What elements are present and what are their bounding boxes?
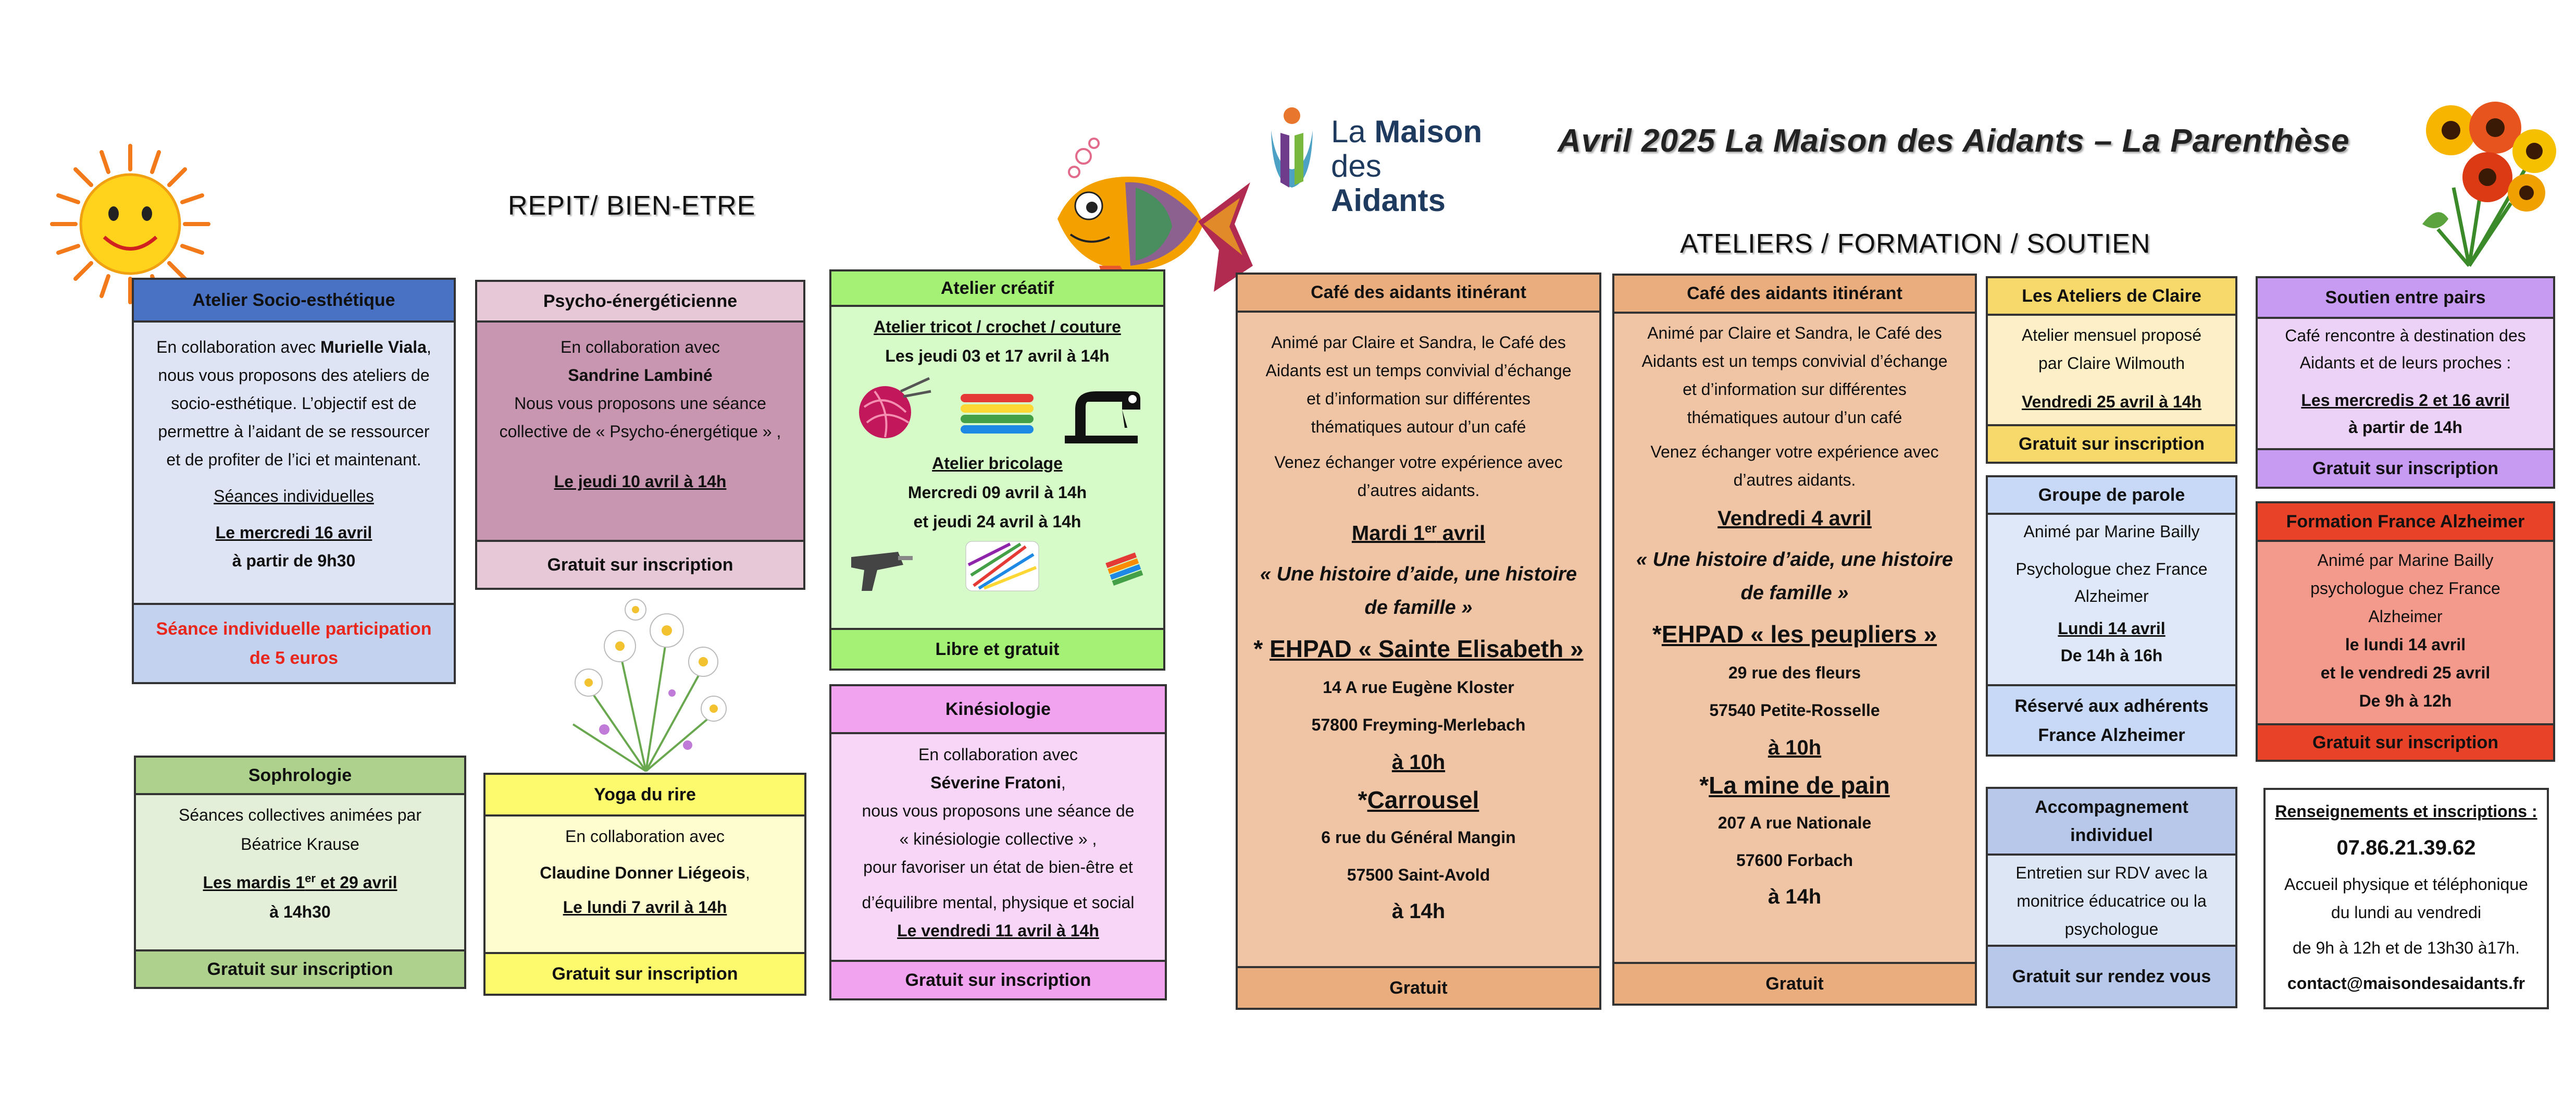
text-line: par Claire Wilmouth bbox=[2038, 354, 2185, 373]
section-title-left: REPIT/ BIEN-ETRE bbox=[508, 191, 756, 221]
address-line: 14 A rue Eugène Kloster bbox=[1323, 678, 1514, 697]
date-line: Mercredi 09 avril à 14h bbox=[907, 483, 1087, 502]
card-header bbox=[831, 271, 1163, 307]
card-body bbox=[1614, 314, 1975, 921]
text-line: psychologue bbox=[2064, 920, 2159, 938]
date-line: avril bbox=[1436, 522, 1486, 545]
card-footer bbox=[1614, 962, 1975, 1004]
text-line: Atelier tricot / crochet / couture bbox=[874, 317, 1121, 336]
card-body bbox=[136, 795, 464, 937]
text-line: du lundi au vendredi bbox=[2331, 903, 2482, 922]
text-name: Sandrine Lambiné bbox=[568, 366, 713, 385]
kinesiologie-card bbox=[829, 684, 1167, 1000]
accompagnement-individuel-card bbox=[1986, 787, 2237, 1008]
text-line: Atelier mensuel proposé bbox=[2021, 326, 2202, 344]
price-note: Gratuit sur inscription bbox=[207, 959, 393, 979]
sophrologie-card bbox=[134, 756, 466, 989]
card-footer bbox=[1988, 945, 2235, 1006]
time-line: à partir de 9h30 bbox=[232, 551, 356, 570]
card-header bbox=[1238, 275, 1599, 313]
card-header bbox=[136, 758, 464, 795]
text-line: Accueil physique et téléphonique bbox=[2284, 875, 2528, 894]
address-line: 6 rue du Général Mangin bbox=[1321, 828, 1516, 847]
text-name: Claudine Donner Liégeois bbox=[540, 863, 745, 882]
logo-people-icon bbox=[1261, 104, 1323, 193]
text-line: Aidants est un temps convivial d’échange bbox=[1641, 352, 1948, 370]
card-footer bbox=[134, 603, 454, 682]
text-line: et d’information sur différentes bbox=[1306, 389, 1530, 408]
card-body bbox=[831, 734, 1165, 955]
text-line: d’autres aidants. bbox=[1357, 481, 1480, 500]
card-body bbox=[2258, 319, 2553, 451]
address-line: 29 rue des fleurs bbox=[1728, 663, 1861, 682]
text-line: socio-esthétique. L’objectif est de bbox=[171, 394, 417, 413]
date-line: le lundi 14 avril bbox=[2345, 635, 2466, 654]
star-mark: * bbox=[1253, 635, 1270, 663]
glue-gun-icon bbox=[846, 541, 914, 593]
card-title: Café des aidants itinérant bbox=[1311, 282, 1526, 302]
craft-icons-row bbox=[841, 370, 1154, 449]
card-title: Atelier Socio-esthétique bbox=[192, 290, 395, 310]
date-line: Lundi 14 avril bbox=[2058, 619, 2166, 638]
card-title: Café des aidants itinérant bbox=[1687, 283, 1902, 303]
card-title: Yoga du rire bbox=[594, 784, 696, 805]
craft-icons-row-2 bbox=[841, 536, 1154, 599]
text-line: « kinésiologie collective » , bbox=[899, 830, 1097, 848]
daisy-flowers-illustration bbox=[542, 589, 750, 776]
card-footer bbox=[136, 949, 464, 987]
time-line: De 14h à 16h bbox=[2060, 646, 2163, 665]
date-line: et jeudi 24 avril à 14h bbox=[913, 512, 1081, 531]
color-swatches-icon bbox=[1104, 552, 1146, 588]
quote-line: « Une histoire d’aide, une histoire de famille » bbox=[1636, 549, 1953, 604]
card-header bbox=[1988, 477, 2235, 515]
star-mark: * bbox=[1699, 772, 1709, 799]
contact-heading: Renseignements et inscriptions : bbox=[2275, 802, 2537, 821]
text-line: Animé par Marine Bailly bbox=[2317, 551, 2494, 570]
text-line: Nous vous proposons une séance bbox=[514, 394, 766, 413]
sewing-machine-icon bbox=[1060, 378, 1143, 446]
text-line: et d’information sur différentes bbox=[1683, 380, 1907, 399]
fabric-rolls-icon bbox=[958, 389, 1036, 441]
card-body bbox=[486, 817, 804, 932]
quote-line: « Une histoire d’aide, une histoire de famille » bbox=[1260, 563, 1577, 619]
price-note: Gratuit sur inscription bbox=[2312, 458, 2499, 478]
text-line: En collaboration avec bbox=[156, 338, 320, 356]
groupe-de-parole-card bbox=[1986, 475, 2237, 757]
time-line: à 10h bbox=[1391, 751, 1446, 774]
formation-france-alzheimer-card bbox=[2256, 501, 2555, 762]
socio-esthetique-card bbox=[132, 278, 456, 684]
text-line: Animé par Claire et Sandra, le Café des bbox=[1271, 333, 1566, 352]
atelier-creatif-card bbox=[829, 269, 1165, 671]
text-line: Venez échanger votre expérience avec bbox=[1650, 442, 1939, 461]
city-line: 57600 Forbach bbox=[1736, 851, 1853, 870]
time-line: à partir de 14h bbox=[2348, 418, 2462, 437]
card-title: Sophrologie bbox=[248, 765, 352, 785]
text-line: Béatrice Krause bbox=[241, 835, 359, 854]
logo-text-maison: Maison bbox=[1374, 114, 1483, 149]
card-footer bbox=[486, 952, 804, 994]
cafe-aidants-card-1 bbox=[1236, 273, 1601, 1010]
text-line: de 9h à 12h et de 13h30 à17h. bbox=[2293, 938, 2520, 957]
text-line: , bbox=[426, 338, 431, 356]
price-note: Gratuit bbox=[1765, 973, 1824, 994]
date-line: Le mercredi 16 avril bbox=[215, 523, 372, 542]
time-line: à 10h bbox=[1768, 736, 1822, 759]
card-header bbox=[477, 282, 803, 323]
text-line: Venez échanger votre expérience avec bbox=[1274, 453, 1563, 472]
date-line: Mardi 1 bbox=[1351, 522, 1425, 545]
text-line: pour favoriser un état de bien-être et bbox=[863, 858, 1133, 876]
card-title: Atelier créatif bbox=[940, 278, 1054, 298]
card-header bbox=[1614, 276, 1975, 314]
card-body bbox=[1988, 856, 2235, 954]
text-line: Séances individuelles bbox=[214, 487, 374, 505]
card-footer bbox=[1988, 424, 2235, 462]
date-line: Les jeudi 03 et 17 avril à 14h bbox=[885, 347, 1110, 365]
card-footer bbox=[1988, 684, 2235, 755]
text-line: , bbox=[1061, 773, 1066, 792]
logo-text-des: des bbox=[1331, 149, 1382, 183]
text-line: Psychologue chez France bbox=[2015, 560, 2208, 578]
card-title: Psycho-énergéticienne bbox=[543, 291, 738, 311]
card-title: Formation France Alzheimer bbox=[2286, 511, 2525, 531]
card-header bbox=[2258, 503, 2553, 542]
logo-text-la: La bbox=[1331, 114, 1366, 149]
date-line: et 29 avril bbox=[315, 873, 397, 892]
text-line: , bbox=[745, 863, 750, 882]
card-footer bbox=[831, 628, 1163, 669]
cafe-aidants-card-2 bbox=[1612, 274, 1977, 1006]
text-line: Alzheimer bbox=[2074, 587, 2149, 605]
text-line: psychologue chez France bbox=[2310, 579, 2500, 598]
card-header bbox=[486, 775, 804, 817]
card-body bbox=[477, 323, 803, 506]
text-line: permettre à l’aidant de se ressourcer bbox=[158, 422, 430, 441]
time-line: à 14h30 bbox=[269, 902, 331, 921]
text-name: Murielle Viala bbox=[320, 338, 427, 356]
logo bbox=[1261, 104, 1490, 218]
text-line: d’équilibre mental, physique et social bbox=[862, 893, 1135, 912]
phone-number: 07.86.21.39.62 bbox=[2336, 836, 2476, 859]
time-line: à 14h bbox=[1391, 900, 1446, 923]
email-address: contact@maisondesaidants.fr bbox=[2287, 974, 2525, 993]
date-line: Les mardis 1 bbox=[203, 873, 305, 892]
page-title: Avril 2025 La Maison des Aidants – La Parenthèse bbox=[1558, 123, 2350, 159]
time-line: De 9h à 12h bbox=[2359, 691, 2452, 710]
text-line: Atelier bricolage bbox=[932, 454, 1063, 473]
yoga-du-rire-card bbox=[483, 773, 806, 996]
psycho-energeticienne-card bbox=[475, 280, 805, 590]
flower-bouquet-illustration bbox=[2391, 94, 2563, 271]
yarn-ball-icon bbox=[854, 376, 932, 443]
text-line: et de profiter de l’ici et maintenant. bbox=[166, 450, 421, 469]
price-note: Gratuit sur inscription bbox=[547, 554, 733, 575]
card-header bbox=[831, 686, 1165, 734]
card-header bbox=[1988, 278, 2235, 316]
price-note: Gratuit sur rendez vous bbox=[2012, 966, 2211, 986]
star-mark: * bbox=[1652, 621, 1662, 648]
card-header bbox=[1988, 789, 2235, 856]
text-line: Animé par Claire et Sandra, le Café des bbox=[1647, 324, 1942, 342]
time-line: à 14h bbox=[1768, 885, 1822, 908]
card-title: Groupe de parole bbox=[2038, 485, 2185, 505]
card-title: Accompagnement individuel bbox=[2035, 797, 2188, 845]
price-note: Libre et gratuit bbox=[935, 639, 1060, 659]
card-body bbox=[831, 307, 1163, 609]
card-footer bbox=[1238, 966, 1599, 1008]
price-note: Séance individuelle participation de 5 euros bbox=[156, 619, 432, 668]
text-line: Café rencontre à destination des bbox=[2285, 326, 2526, 345]
soutien-entre-pairs-card bbox=[2256, 276, 2555, 489]
ateliers-de-claire-card bbox=[1986, 276, 2237, 464]
text-line: En collaboration avec bbox=[918, 745, 1078, 764]
star-mark: * bbox=[1358, 786, 1367, 814]
price-note: Gratuit sur inscription bbox=[2018, 434, 2205, 454]
card-header bbox=[134, 280, 454, 323]
date-line: et le vendredi 25 avril bbox=[2320, 663, 2491, 682]
text-line: thématiques autour d’un café bbox=[1311, 417, 1526, 436]
card-footer bbox=[831, 960, 1165, 998]
card-body bbox=[2258, 542, 2553, 725]
text-line: monitrice éducatrice ou la bbox=[2017, 892, 2207, 910]
date-line: Les mercredis 2 et 16 avril bbox=[2301, 391, 2510, 410]
text-line: Aidants et de leurs proches : bbox=[2299, 353, 2511, 372]
price-note: Gratuit sur inscription bbox=[552, 963, 738, 984]
date-line: Le jeudi 10 avril à 14h bbox=[554, 472, 727, 491]
text-line: nous vous proposons des ateliers de bbox=[158, 366, 430, 385]
price-note: Gratuit sur inscription bbox=[905, 970, 1091, 990]
price-note: Réservé aux adhérents France Alzheimer bbox=[2014, 696, 2209, 745]
card-body bbox=[1238, 313, 1599, 936]
date-line: Le lundi 7 avril à 14h bbox=[563, 898, 727, 917]
card-header bbox=[2258, 278, 2553, 319]
logo-text-aidants: Aidants bbox=[1331, 183, 1446, 218]
place-name: EHPAD « Sainte Elisabeth » bbox=[1270, 635, 1584, 663]
date-line: Le vendredi 11 avril à 14h bbox=[897, 921, 1099, 940]
place-name: EHPAD « les peupliers » bbox=[1661, 621, 1937, 648]
section-title-right: ATELIERS / FORMATION / SOUTIEN bbox=[1680, 229, 2151, 259]
date-sup: er bbox=[1424, 522, 1437, 536]
card-title: Kinésiologie bbox=[945, 699, 1051, 719]
date-sup: er bbox=[305, 872, 316, 885]
card-footer bbox=[2258, 448, 2553, 487]
text-line: Séances collectives animées par bbox=[178, 806, 421, 824]
address-line: 207 A rue Nationale bbox=[1718, 813, 1872, 832]
date-line: Vendredi 4 avril bbox=[1718, 507, 1872, 530]
text-line: Animé par Marine Bailly bbox=[2023, 522, 2200, 541]
text-line: Entretien sur RDV avec la bbox=[2015, 863, 2208, 882]
text-line: nous vous proposons une séance de bbox=[862, 801, 1135, 820]
text-line: Alzheimer bbox=[2368, 607, 2443, 626]
text-line: d’autres aidants. bbox=[1733, 471, 1856, 489]
place-name: Carrousel bbox=[1367, 786, 1479, 814]
card-title: Les Ateliers de Claire bbox=[2022, 286, 2201, 306]
date-line: Vendredi 25 avril à 14h bbox=[2021, 392, 2202, 411]
text-line: collective de « Psycho-énergétique » , bbox=[499, 422, 781, 441]
text-name: Séverine Fratoni bbox=[930, 773, 1061, 792]
city-line: 57800 Freyming-Merlebach bbox=[1311, 715, 1526, 735]
text-line: En collaboration avec bbox=[565, 827, 725, 846]
city-line: 57540 Petite-Rosselle bbox=[1709, 701, 1880, 720]
card-title: Soutien entre pairs bbox=[2325, 287, 2486, 307]
renseignements-card bbox=[2263, 788, 2549, 1009]
card-body bbox=[134, 323, 454, 585]
card-footer bbox=[2258, 723, 2553, 760]
card-body bbox=[1988, 316, 2235, 426]
price-note: Gratuit bbox=[1389, 978, 1448, 998]
text-line: Aidants est un temps convivial d’échange bbox=[1265, 361, 1572, 380]
city-line: 57500 Saint-Avold bbox=[1347, 865, 1490, 885]
price-note: Gratuit sur inscription bbox=[2312, 732, 2499, 752]
text-line: thématiques autour d’un café bbox=[1687, 408, 1902, 427]
text-line: En collaboration avec bbox=[561, 338, 720, 356]
paint-brushes-icon bbox=[963, 539, 1041, 593]
place-name: La mine de pain bbox=[1709, 772, 1890, 799]
card-body bbox=[1988, 515, 2235, 679]
card-body bbox=[2266, 790, 2547, 1008]
card-footer bbox=[477, 540, 803, 588]
